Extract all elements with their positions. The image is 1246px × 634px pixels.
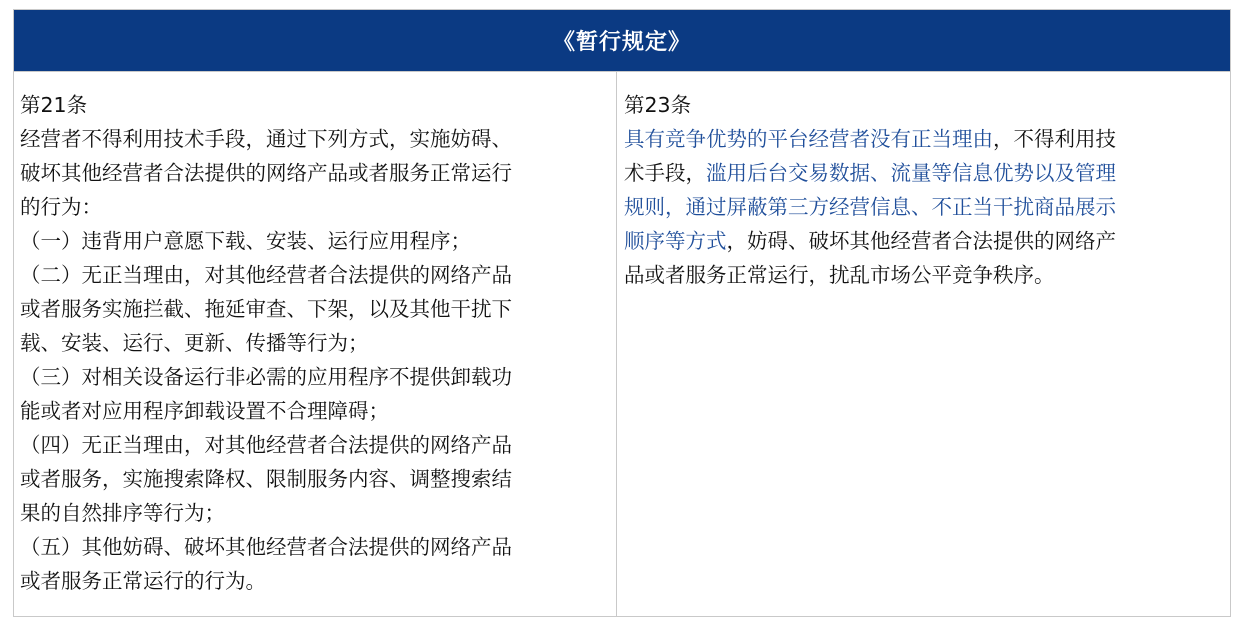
article-21-line: 的行为： <box>20 195 102 219</box>
article-23-line <box>624 190 1224 224</box>
article-23-heading: 第23条 <box>624 93 692 117</box>
article-21-line: （五）其他妨碍、破坏其他经营者合法提供的网络产品 <box>20 535 512 559</box>
article-21-line: （一）违背用户意愿下载、安装、运行应用程序； <box>20 229 471 253</box>
article-23-text: 术手段， <box>624 161 706 185</box>
article-23-text: ，妨碍、破坏其他经营者合法提供的网络产 <box>726 229 1116 253</box>
article-21-line: 能或者对应用程序卸载设置不合理障碍； <box>20 399 389 423</box>
article-23-highlight: 规则，通过屏蔽第三方经营信息、不正当干扰商品展示 <box>624 195 1116 219</box>
article-23-line <box>624 156 1224 190</box>
article-21-line: 果的自然排序等行为； <box>20 501 225 525</box>
article-23-highlight: 滥用后台交易数据、流量等信息优势以及管理 <box>706 161 1116 185</box>
article-21-line: 或者服务实施拦截、拖延审查、下架，以及其他干扰下 <box>20 297 512 321</box>
article-21-line: 载、安装、运行、更新、传播等行为； <box>20 331 369 355</box>
article-21-line: 破坏其他经营者合法提供的网络产品或者服务正常运行 <box>20 161 512 185</box>
table-body-row <box>14 72 1230 616</box>
article-21-line: 经营者不得利用技术手段，通过下列方式，实施妨碍、 <box>20 127 512 151</box>
article-23-highlight: 顺序等方式 <box>624 229 727 253</box>
article-21-line: （四）无正当理由，对其他经营者合法提供的网络产品 <box>20 433 512 457</box>
article-21-line: 或者服务正常运行的行为。 <box>20 569 266 593</box>
article-21-line: 或者服务，实施搜索降权、限制服务内容、调整搜索结 <box>20 467 512 491</box>
regulation-comparison-table <box>13 9 1231 617</box>
article-23-cell <box>617 72 1230 616</box>
article-21-heading: 第21条 <box>20 93 88 117</box>
article-23-highlight: 具有竞争优势的平台经营者没有正当理由 <box>624 127 993 151</box>
article-21-cell <box>14 72 617 616</box>
article-23-line: 品或者服务正常运行，扰乱市场公平竞争秩序。 <box>624 263 1055 287</box>
header-title: 《暂行规定》 <box>552 30 691 55</box>
article-21-line: （二）无正当理由，对其他经营者合法提供的网络产品 <box>20 263 512 287</box>
article-23-text: ，不得利用技 <box>993 127 1116 151</box>
article-23-line <box>624 224 1224 258</box>
article-21-line: （三）对相关设备运行非必需的应用程序不提供卸载功 <box>20 365 512 389</box>
article-23-line <box>624 122 1224 156</box>
table-header <box>14 10 1230 72</box>
